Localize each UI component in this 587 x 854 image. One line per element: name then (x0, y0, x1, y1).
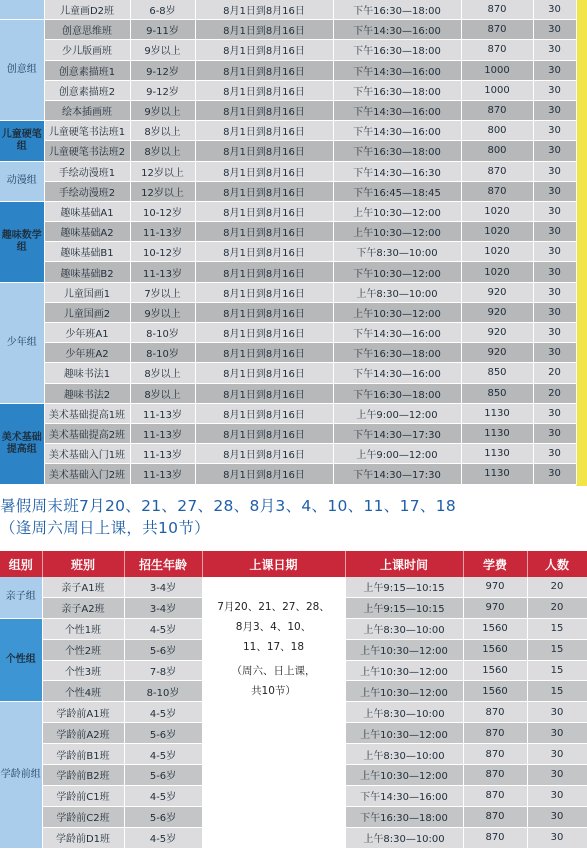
tuition-fee: 870 (463, 723, 527, 744)
class-size: 15 (527, 660, 587, 681)
tuition-fee: 870 (461, 161, 533, 181)
table-row (0, 0, 576, 20)
weekend-title-line2: （逢周六周日上课，共10节） (0, 519, 210, 537)
class-size: 30 (533, 403, 576, 423)
group-label: 动漫组 (0, 161, 44, 201)
tuition-fee: 920 (461, 282, 533, 302)
table-row (0, 121, 576, 141)
class-name: 美术基础提高2班 (44, 423, 130, 443)
class-name: 学龄前C2班 (42, 806, 124, 827)
age-range: 8-10岁 (130, 343, 195, 363)
course-dates: 8月1日到8月16日 (195, 383, 333, 403)
class-size: 30 (527, 723, 587, 744)
course-time: 下午16:45—18:45 (333, 181, 461, 201)
class-name: 少儿版画班 (44, 40, 130, 60)
class-name: 趣味基础B1 (44, 242, 130, 262)
age-range: 5-6岁 (124, 806, 202, 827)
course-time: 下午16:30—18:00 (333, 80, 461, 100)
class-size: 30 (527, 744, 587, 765)
tuition-fee: 870 (461, 40, 533, 60)
course-dates: 8月1日到8月16日 (195, 363, 333, 383)
age-range: 11-13岁 (130, 403, 195, 423)
course-time: 上午8:30—10:00 (333, 282, 461, 302)
course-time: 上午10:30—12:00 (345, 765, 463, 786)
class-size: 30 (533, 20, 576, 40)
class-name: 儿童国画1 (44, 282, 130, 302)
age-range: 11-13岁 (130, 464, 195, 484)
course-dates: 8月1日到8月16日 (195, 403, 333, 423)
class-size: 30 (533, 121, 576, 141)
date-line: 11、17、18 (242, 641, 305, 653)
course-time: 下午14:30—17:30 (333, 464, 461, 484)
table-row (0, 181, 576, 201)
class-size: 30 (527, 827, 587, 848)
tuition-fee: 870 (461, 20, 533, 40)
class-size: 15 (527, 639, 587, 660)
course-dates: 8月1日到8月16日 (195, 60, 333, 80)
table-row (0, 302, 576, 322)
header-count: 人数 (527, 551, 587, 577)
age-range: 10-12岁 (130, 201, 195, 221)
table-row (0, 161, 576, 181)
class-size: 30 (533, 242, 576, 262)
course-dates: 8月1日到8月16日 (195, 161, 333, 181)
table-row (0, 383, 576, 403)
class-size: 30 (533, 444, 576, 464)
header-date: 上课日期 (202, 551, 345, 577)
class-size: 30 (533, 423, 576, 443)
tuition-fee: 870 (461, 0, 533, 20)
class-name: 学龄前A2班 (42, 723, 124, 744)
class-name: 学龄前B2班 (42, 765, 124, 786)
course-time: 下午10:30—12:00 (333, 262, 461, 282)
tuition-fee: 1560 (463, 618, 527, 639)
age-range: 12岁以上 (130, 161, 195, 181)
table-row (0, 323, 576, 343)
course-time: 下午16:30—18:00 (333, 383, 461, 403)
tuition-fee: 870 (463, 744, 527, 765)
class-name: 趣味基础B2 (44, 262, 130, 282)
course-dates: 8月1日到8月16日 (195, 201, 333, 221)
course-dates: 8月1日到8月16日 (195, 323, 333, 343)
course-dates: 8月1日到8月16日 (195, 20, 333, 40)
age-range: 11-13岁 (130, 423, 195, 443)
class-size: 30 (533, 100, 576, 120)
class-name: 创意素描班2 (44, 80, 130, 100)
class-name: 创意思维班 (44, 20, 130, 40)
course-dates: 8月1日到8月16日 (195, 282, 333, 302)
course-time: 下午14:30—16:00 (345, 785, 463, 806)
class-size: 30 (533, 161, 576, 181)
group-label: 趣味数学组 (0, 201, 44, 282)
age-range: 3-4岁 (124, 577, 202, 597)
group-label: 美术基础提高组 (0, 403, 44, 484)
age-range: 7-8岁 (124, 660, 202, 681)
table-row (0, 262, 576, 282)
tuition-fee: 850 (461, 383, 533, 403)
class-name: 学龄前B1班 (42, 744, 124, 765)
course-time: 下午16:30—18:00 (333, 40, 461, 60)
group-label (0, 0, 44, 20)
tuition-fee: 920 (461, 302, 533, 322)
date-line: 7月20、21、27、28、 (217, 601, 330, 613)
class-name: 趣味基础A1 (44, 201, 130, 221)
class-size: 30 (533, 40, 576, 60)
class-name: 趣味基础A2 (44, 222, 130, 242)
table-row (0, 577, 587, 597)
age-range: 12岁以上 (130, 181, 195, 201)
age-range: 5-6岁 (124, 723, 202, 744)
tuition-fee: 800 (461, 141, 533, 161)
class-name: 儿童国画2 (44, 302, 130, 322)
age-range: 11-13岁 (130, 262, 195, 282)
tuition-fee: 800 (461, 121, 533, 141)
course-dates: 8月1日到8月16日 (195, 302, 333, 322)
age-range: 4-5岁 (124, 827, 202, 848)
tuition-fee: 870 (463, 765, 527, 786)
course-time: 下午14:30—16:00 (333, 20, 461, 40)
age-range: 9-12岁 (130, 80, 195, 100)
tuition-fee: 870 (463, 806, 527, 827)
course-time: 下午8:30—10:00 (333, 242, 461, 262)
table-row (0, 141, 576, 161)
course-dates: 8月1日到8月16日 (195, 464, 333, 484)
age-range: 4-5岁 (124, 744, 202, 765)
weekend-section-title (0, 495, 587, 539)
course-dates: 8月1日到8月16日 (195, 222, 333, 242)
header-class: 班别 (42, 551, 124, 577)
table-row (0, 423, 576, 443)
class-name: 儿童硬笔书法班1 (44, 121, 130, 141)
course-dates: 8月1日到8月16日 (195, 0, 333, 20)
class-size: 30 (527, 765, 587, 786)
header-age: 招生年龄 (124, 551, 202, 577)
class-name: 个性1班 (42, 618, 124, 639)
tuition-fee: 1560 (463, 681, 527, 702)
class-size: 30 (533, 323, 576, 343)
course-time: 上午10:30—12:00 (345, 660, 463, 681)
tuition-fee: 1560 (463, 639, 527, 660)
course-time: 上午8:30—10:00 (345, 744, 463, 765)
course-time: 下午14:30—16:00 (333, 100, 461, 120)
age-range: 8岁以上 (130, 121, 195, 141)
tuition-fee: 870 (463, 785, 527, 806)
course-dates: 8月1日到8月16日 (195, 80, 333, 100)
course-time: 上午9:00—12:00 (333, 403, 461, 423)
table-row (0, 343, 576, 363)
course-time: 上午10:30—12:00 (345, 681, 463, 702)
course-dates: 8月1日到8月16日 (195, 100, 333, 120)
age-range: 4-5岁 (124, 702, 202, 723)
course-dates: 8月1日到8月16日 (195, 141, 333, 161)
tuition-fee: 1130 (461, 403, 533, 423)
class-size: 30 (533, 282, 576, 302)
class-name: 学龄前D1班 (42, 827, 124, 848)
tuition-fee: 850 (461, 363, 533, 383)
class-size: 30 (533, 80, 576, 100)
table-row (0, 100, 576, 120)
age-range: 5-6岁 (124, 765, 202, 786)
table-row (0, 464, 576, 484)
class-size: 20 (527, 577, 587, 597)
group-label: 创意组 (0, 20, 44, 121)
class-size: 30 (533, 302, 576, 322)
table-row (0, 403, 576, 423)
course-time: 上午10:30—12:00 (333, 222, 461, 242)
course-time: 上午8:30—10:00 (345, 827, 463, 848)
class-size: 15 (527, 681, 587, 702)
table-row (0, 40, 576, 60)
header-fee: 学费 (463, 551, 527, 577)
class-name: 手绘动漫班2 (44, 181, 130, 201)
tuition-fee: 870 (461, 100, 533, 120)
age-range: 11-13岁 (130, 222, 195, 242)
class-name: 趣味书法1 (44, 363, 130, 383)
course-time: 下午16:30—18:00 (333, 0, 461, 20)
class-name: 少年班A2 (44, 343, 130, 363)
tuition-fee: 1020 (461, 242, 533, 262)
table-row (0, 80, 576, 100)
class-size: 30 (527, 702, 587, 723)
course-time: 下午14:30—16:30 (333, 161, 461, 181)
tuition-fee: 1560 (463, 660, 527, 681)
course-time: 下午14:30—16:00 (333, 363, 461, 383)
age-range: 8岁以上 (130, 141, 195, 161)
course-dates: 8月1日到8月16日 (195, 40, 333, 60)
age-range: 8-10岁 (130, 323, 195, 343)
tuition-fee: 920 (461, 323, 533, 343)
tuition-fee: 1000 (461, 60, 533, 80)
class-name: 亲子A1班 (42, 577, 124, 597)
course-time: 上午10:30—12:00 (345, 723, 463, 744)
class-name: 美术基础入门2班 (44, 464, 130, 484)
course-time: 下午14:30—17:30 (333, 423, 461, 443)
course-time: 下午16:30—18:00 (333, 141, 461, 161)
age-range: 3-4岁 (124, 597, 202, 618)
tuition-fee: 970 (463, 577, 527, 597)
age-range: 9岁以上 (130, 40, 195, 60)
group-label: 儿童硬笔组 (0, 121, 44, 161)
course-time: 下午14:30—16:00 (333, 323, 461, 343)
course-dates: 8月1日到8月16日 (195, 121, 333, 141)
table-row (0, 242, 576, 262)
group-label: 学龄前组 (0, 702, 42, 848)
decorative-yellow-stripe (576, 0, 587, 486)
table-row (0, 363, 576, 383)
course-time: 下午16:30—18:00 (333, 343, 461, 363)
tuition-fee: 920 (461, 343, 533, 363)
tuition-fee: 1130 (461, 444, 533, 464)
tuition-fee: 1130 (461, 464, 533, 484)
class-size: 15 (527, 618, 587, 639)
course-time: 上午9:00—12:00 (333, 444, 461, 464)
course-time: 下午14:30—16:00 (333, 121, 461, 141)
date-line: 共10节） (251, 685, 296, 697)
table-row (0, 444, 576, 464)
class-size: 30 (533, 343, 576, 363)
class-name: 个性4班 (42, 681, 124, 702)
class-size: 20 (533, 383, 576, 403)
age-range: 4-5岁 (124, 618, 202, 639)
course-time: 下午16:30—18:00 (345, 806, 463, 827)
class-size: 20 (533, 363, 576, 383)
age-range: 11-13岁 (130, 444, 195, 464)
age-range: 9-11岁 (130, 20, 195, 40)
class-name: 学龄前A1班 (42, 702, 124, 723)
group-label: 个性组 (0, 618, 42, 702)
course-dates: 8月1日到8月16日 (195, 181, 333, 201)
weekend-class-table (0, 551, 587, 849)
class-name: 学龄前C1班 (42, 785, 124, 806)
course-dates-merged (202, 577, 345, 848)
class-size: 30 (533, 141, 576, 161)
tuition-fee: 1000 (461, 80, 533, 100)
class-name: 个性2班 (42, 639, 124, 660)
table-row (0, 282, 576, 302)
class-size: 30 (533, 222, 576, 242)
class-name: 美术基础入门1班 (44, 444, 130, 464)
class-name: 个性3班 (42, 660, 124, 681)
course-time: 上午10:30—12:00 (333, 302, 461, 322)
group-label: 少年组 (0, 282, 44, 403)
class-size: 30 (533, 181, 576, 201)
class-name: 趣味书法2 (44, 383, 130, 403)
age-range: 5-6岁 (124, 639, 202, 660)
course-time: 上午9:15—10:15 (345, 597, 463, 618)
course-dates: 8月1日到8月16日 (195, 343, 333, 363)
table-row (0, 20, 576, 40)
class-name: 亲子A2班 (42, 597, 124, 618)
class-name: 创意素描班1 (44, 60, 130, 80)
class-name: 少年班A1 (44, 323, 130, 343)
class-name: 美术基础提高1班 (44, 403, 130, 423)
class-size: 30 (533, 262, 576, 282)
class-size: 30 (527, 806, 587, 827)
tuition-fee: 1020 (461, 222, 533, 242)
tuition-fee: 970 (463, 597, 527, 618)
age-range: 8岁以上 (130, 363, 195, 383)
course-dates: 8月1日到8月16日 (195, 262, 333, 282)
course-time: 上午8:30—10:00 (345, 618, 463, 639)
date-line: （周六、日上课， (231, 665, 316, 677)
course-time: 上午9:15—10:15 (345, 577, 463, 597)
table-row (0, 201, 576, 221)
class-name: 儿童硬笔书法班2 (44, 141, 130, 161)
table-row (0, 60, 576, 80)
class-size: 30 (533, 201, 576, 221)
header-group: 组别 (0, 551, 42, 577)
class-name: 儿童画D2班 (44, 0, 130, 20)
class-size: 30 (533, 0, 576, 20)
course-time: 上午10:30—12:00 (345, 639, 463, 660)
age-range: 6-8岁 (130, 0, 195, 20)
group-label: 亲子组 (0, 577, 42, 618)
tuition-fee: 1020 (461, 201, 533, 221)
header-time: 上课时间 (345, 551, 463, 577)
date-line: 8月3、4、10、 (235, 621, 312, 633)
class-size: 20 (527, 597, 587, 618)
course-dates: 8月1日到8月16日 (195, 444, 333, 464)
tuition-fee: 870 (463, 702, 527, 723)
tuition-fee: 1020 (461, 262, 533, 282)
class-size: 30 (527, 785, 587, 806)
course-time: 上午10:30—12:00 (333, 201, 461, 221)
class-size: 30 (533, 60, 576, 80)
tuition-fee: 870 (461, 181, 533, 201)
course-time: 上午8:30—10:00 (345, 702, 463, 723)
table-header-row (0, 551, 587, 577)
age-range: 9岁以上 (130, 302, 195, 322)
course-dates: 8月1日到8月16日 (195, 242, 333, 262)
tuition-fee: 870 (463, 827, 527, 848)
age-range: 9-12岁 (130, 60, 195, 80)
class-name: 手绘动漫班1 (44, 161, 130, 181)
age-range: 7岁以上 (130, 282, 195, 302)
age-range: 4-5岁 (124, 785, 202, 806)
age-range: 9岁以上 (130, 100, 195, 120)
weekend-title-line1: 暑假周末班7月20、21、27、28、8月3、4、10、11、17、18 (0, 497, 457, 515)
age-range: 10-12岁 (130, 242, 195, 262)
class-name: 绘本插画班 (44, 100, 130, 120)
class-size: 30 (533, 464, 576, 484)
course-time: 下午14:30—16:00 (333, 60, 461, 80)
table-row (0, 222, 576, 242)
tuition-fee: 1130 (461, 423, 533, 443)
age-range: 8岁以上 (130, 383, 195, 403)
age-range: 8-10岁 (124, 681, 202, 702)
course-dates: 8月1日到8月16日 (195, 423, 333, 443)
